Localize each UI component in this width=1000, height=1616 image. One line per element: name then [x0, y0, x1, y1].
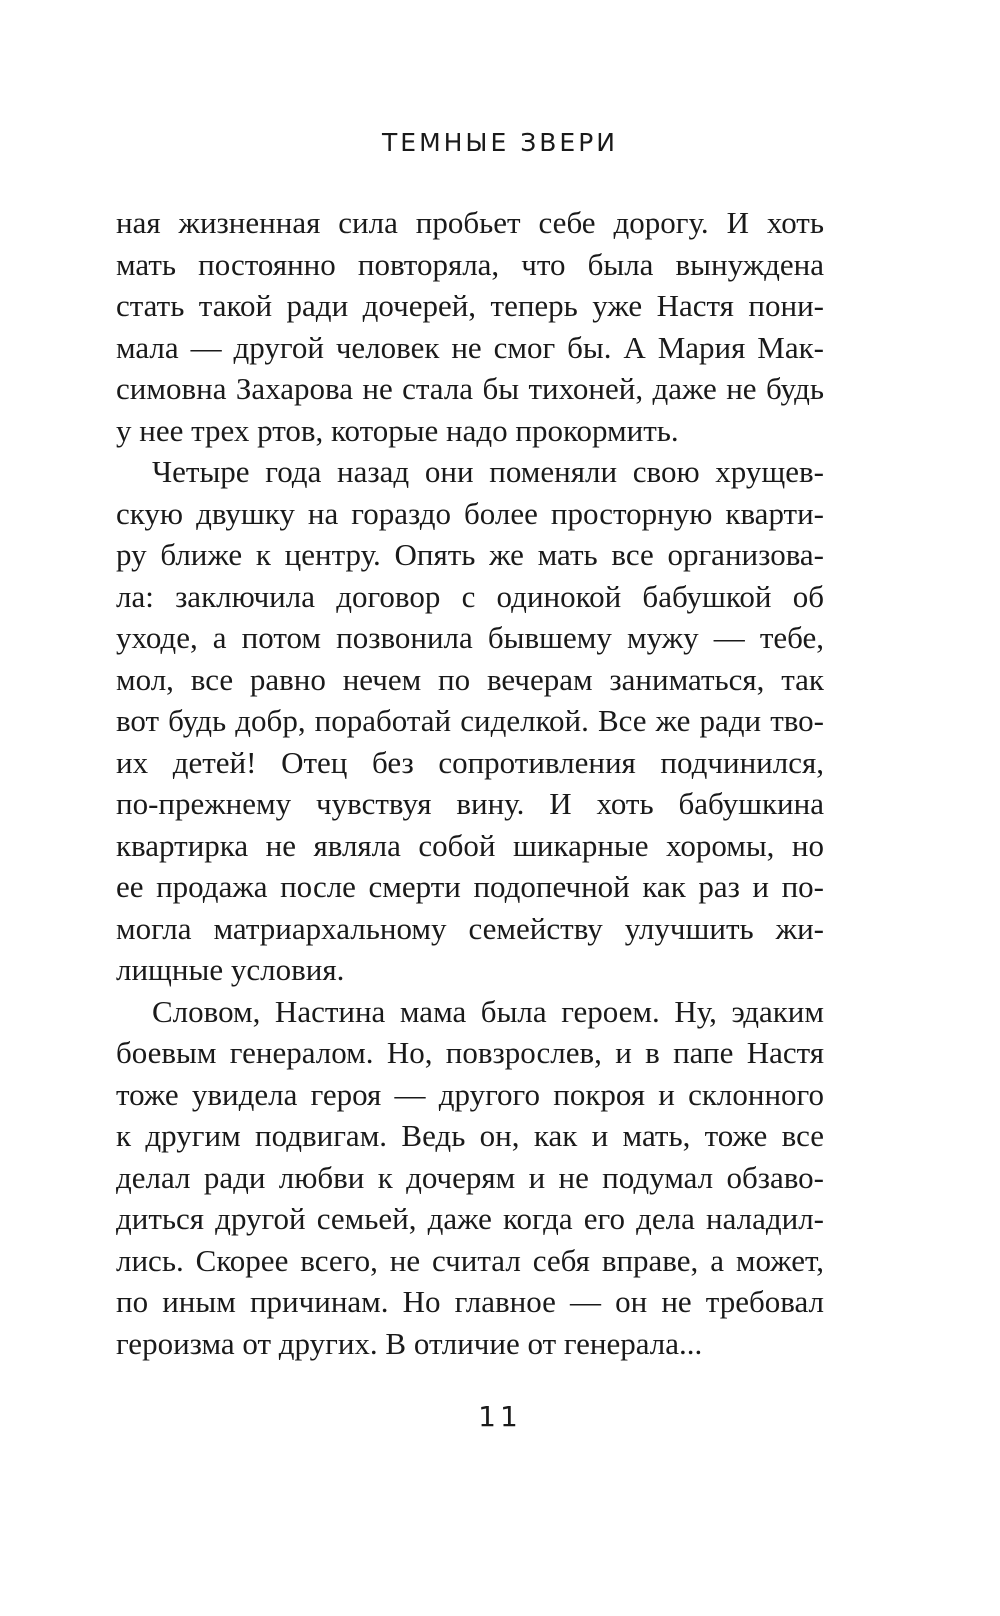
text-line: у нее трех ртов, которые надо прокормить.	[116, 412, 679, 448]
text-line: тоже увидела героя — другого покроя и склонного	[116, 1076, 824, 1112]
body-text	[116, 202, 824, 1364]
text-line: уходе, а потом позвонила бывшему мужу — тебе,	[116, 620, 824, 655]
text-line: по-прежнему чувствуя вину. И хоть бабушкина	[116, 786, 824, 821]
text-line: ная жизненная сила пробьет себе дорогу. И хоть	[116, 205, 824, 240]
text-line: их детей! Отец без сопротивления подчинился,	[116, 744, 824, 780]
text-line: могла матриархальному семейству улучшить жи-	[116, 910, 824, 946]
text-line: ее продажа после смерти подопечной как раз и по-	[116, 869, 824, 904]
text-line: героизма от других. В отличие от генерала...	[116, 1325, 703, 1361]
text-line: боевым генералом. Но, повзрослев, и в папе Настя	[116, 1035, 824, 1070]
text-line: квартирка не являла собой шикарные хоромы, но	[116, 827, 824, 863]
text-line: мала — другой человек не смог бы. А Мария Мак-	[116, 329, 824, 365]
running-header: ТЕМНЫЕ ЗВЕРИ	[382, 128, 618, 157]
text-line: лищные условия.	[116, 952, 345, 987]
text-line: ру ближе к центру. Опять же мать все организова-	[116, 537, 824, 572]
text-line: стать такой ради дочерей, теперь уже Настя пони-	[116, 288, 824, 323]
text-line: лись. Скорее всего, не считал себя вправе, а может,	[116, 1242, 824, 1278]
text-line: скую двушку на гораздо более просторную кварти-	[116, 495, 824, 531]
text-line: к другим подвигам. Ведь он, как и мать, тоже все	[116, 1118, 824, 1153]
text-line: диться другой семьей, даже когда его дела наладил-	[116, 1201, 824, 1236]
page-number: 11	[478, 1400, 522, 1433]
text-line: Четыре года назад они поменяли свою хрущев-	[152, 454, 824, 489]
text-line: Словом, Настина мама была героем. Ну, эдаким	[152, 993, 824, 1029]
text-line: делал ради любви к дочерям и не подумал обзаво-	[116, 1159, 824, 1195]
text-line: симовна Захарова не стала бы тихоней, даже не будь	[116, 371, 824, 406]
text-line: мол, все равно нечем по вечерам заниматься, так	[116, 661, 824, 697]
text-line: по иным причинам. Но главное — он не требовал	[116, 1284, 824, 1319]
text-line: ла: заключила договор с одинокой бабушкой об	[116, 578, 824, 614]
text-line: мать постоянно повторяла, что была вынуждена	[116, 246, 824, 282]
text-line: вот будь добр, поработай сиделкой. Все же ради тво-	[116, 703, 824, 738]
